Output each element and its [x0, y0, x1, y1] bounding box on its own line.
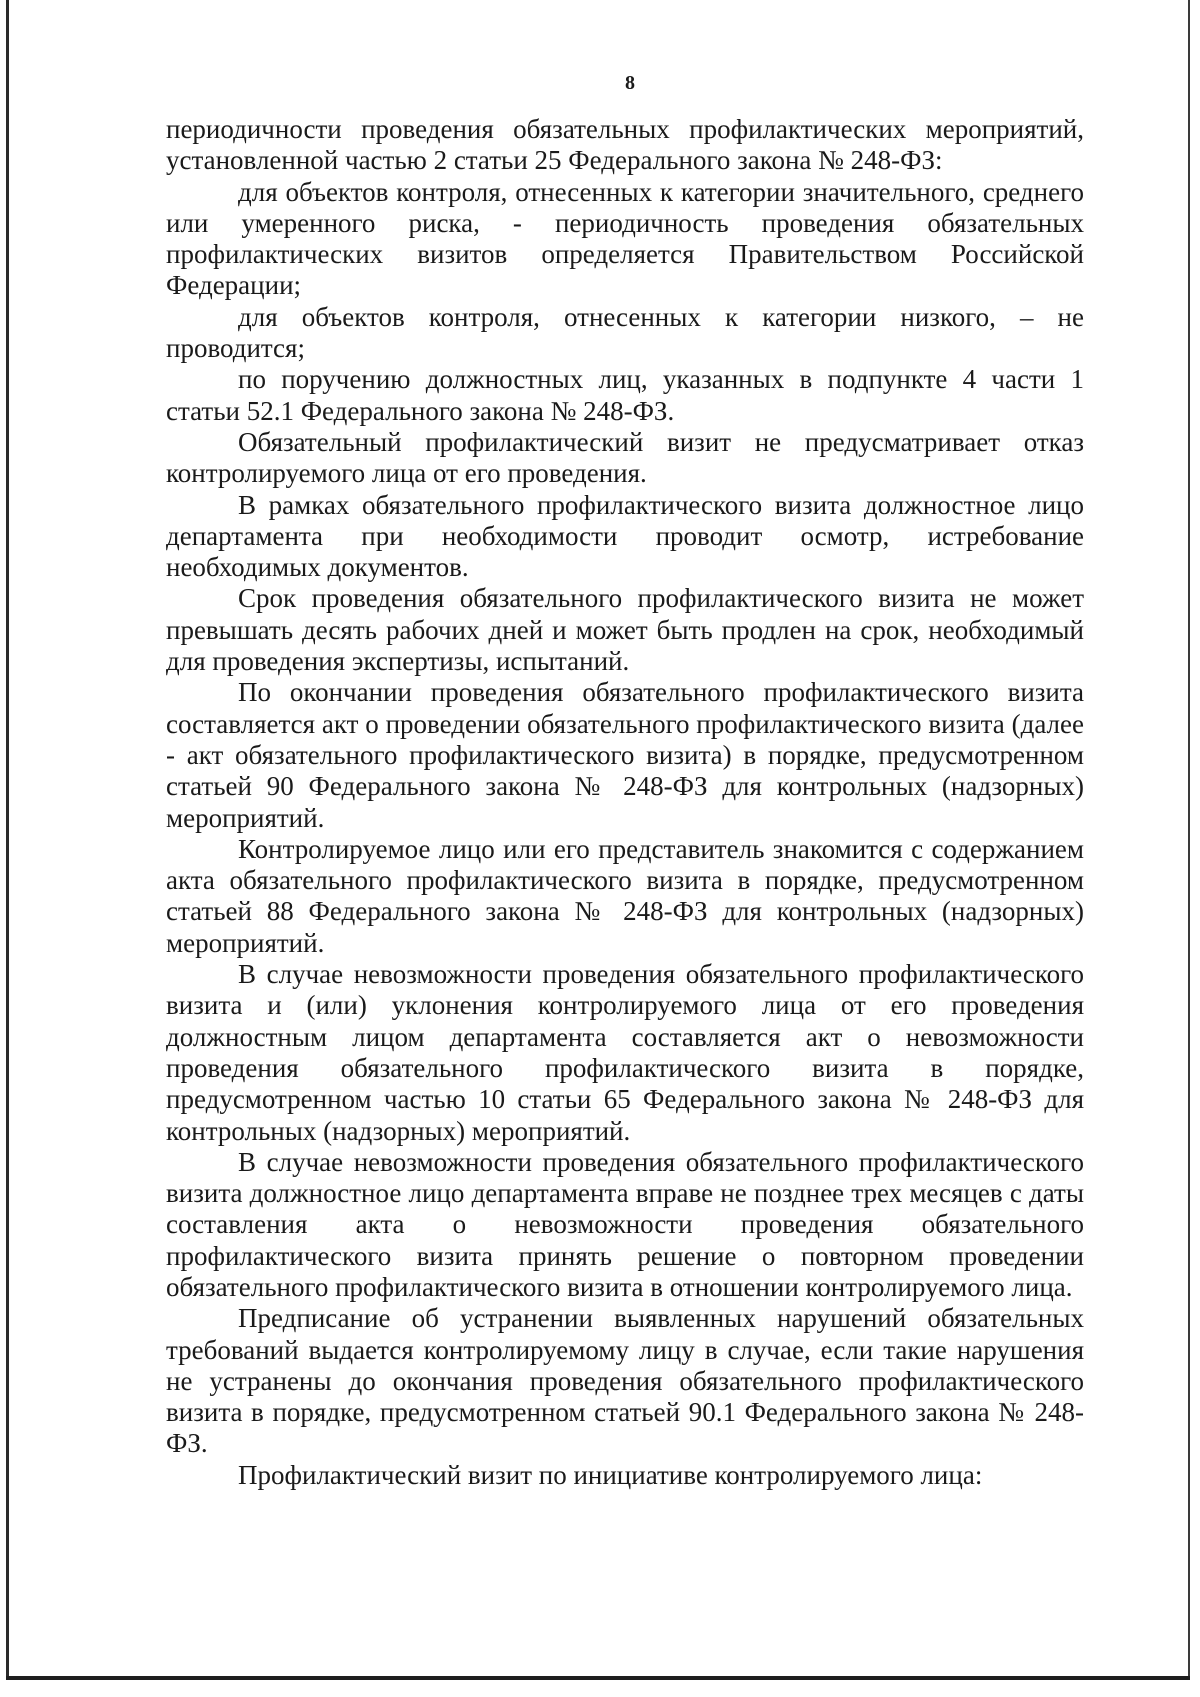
- scan-border-right: [1188, 0, 1190, 1680]
- paragraph-9: Контролируемое лицо или его представитель знакомится с содержанием акта обязательного профилактического визита в порядке, предусмотренном статьей 88 Федерального закона № 248-ФЗ для контрольных (надзорных) мероприятий.: [166, 833, 1084, 958]
- paragraph-2: для объектов контроля, отнесенных к категории значительного, среднего или умеренного риска, - периодичность проведения обязательных профилактических визитов определяется Правительством Российской Федерации;: [166, 176, 1084, 301]
- scan-border-left: [6, 0, 9, 1678]
- paragraph-12: Предписание об устранении выявленных нарушений обязательных требований выдается контролируемому лицу в случае, если такие нарушения не устранены до окончания проведения обязательного профилактического визита в порядке, предусмотренном статьей 90.1 Федерального закона № 248-ФЗ.: [166, 1303, 1084, 1459]
- paragraph-6: В рамках обязательного профилактического визита должностное лицо департамента при необходимости проводит осмотр, истребование необходимых документов.: [166, 489, 1084, 583]
- paragraph-3: для объектов контроля, отнесенных к категории низкого, – не проводится;: [166, 301, 1084, 364]
- paragraph-5: Обязательный профилактический визит не предусматривает отказ контролируемого лица от его проведения.: [166, 426, 1084, 489]
- paragraph-13: Профилактический визит по инициативе контролируемого лица:: [238, 1459, 983, 1490]
- document-body: [166, 114, 1084, 1491]
- paragraph-7: Срок проведения обязательного профилактического визита не может превышать десять рабочих дней и может быть продлен на срок, необходимый для проведения экспертизы, испытаний.: [166, 583, 1084, 677]
- paragraph-8: По окончании проведения обязательного профилактического визита составляется акт о проведении обязательного профилактического визита (далее - акт обязательного профилактического визита) в порядке, предусмотренном статьей 90 Федерального закона № 248-ФЗ для контрольных (надзорных) мероприятий.: [166, 677, 1084, 833]
- paragraph-10: В случае невозможности проведения обязательного профилактического визита и (или) уклонения контролируемого лица от его проведения должностным лицом департамента составляется акт о невозможности проведения обязательного профилактического визита в порядке, предусмотренном частью 10 статьи 65 Федерального закона № 248-ФЗ для контрольных (надзорных) мероприятий.: [166, 959, 1084, 1146]
- paragraph-1: периодичности проведения обязательных профилактических мероприятий, установленной частью 2 статьи 25 Федерального закона № 248-ФЗ:: [166, 114, 1084, 176]
- paragraph-11: В случае невозможности проведения обязательного профилактического визита должностное лицо департамента вправе не позднее трех месяцев с даты составления акта о невозможности проведения обязательного профилактического визита принять решение о повторном проведении обязательного профилактического визита в отношении контролируемого лица.: [166, 1146, 1084, 1302]
- paragraph-4: по поручению должностных лиц, указанных в подпункте 4 части 1 статьи 52.1 Федерального закона № 248-ФЗ.: [166, 364, 1084, 426]
- scan-border-bottom: [6, 1676, 1190, 1680]
- page-number: 8: [625, 72, 635, 94]
